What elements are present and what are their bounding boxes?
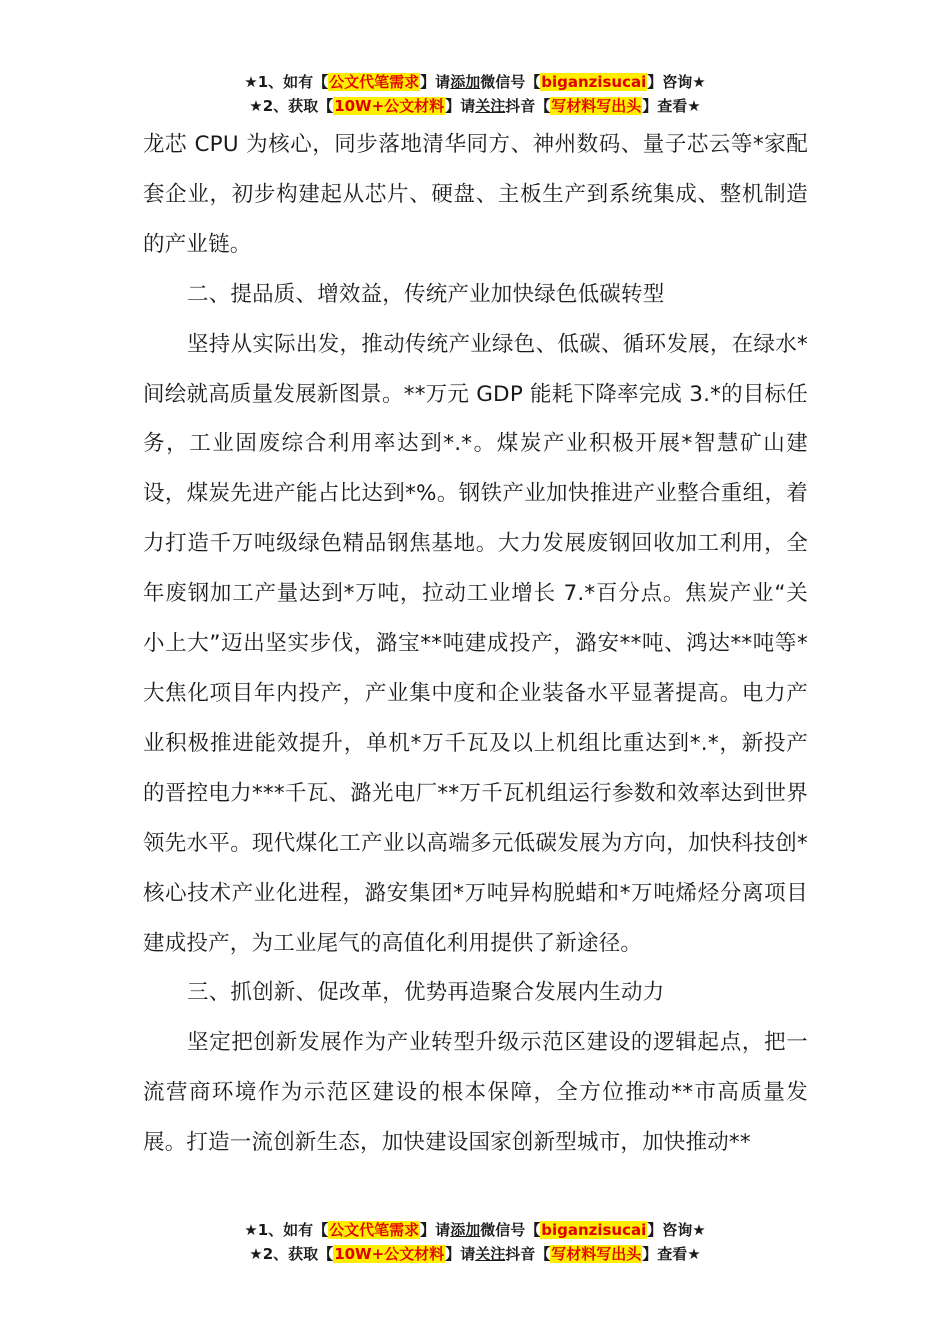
banner-underline-add: 添加 [450,1221,481,1239]
banner-highlight-wechat-id: biganzisucai [541,73,647,91]
banner-highlight-douyin-account: 写材料写出头 [551,97,642,115]
banner-underline-follow: 关注 [475,1245,506,1263]
banner-highlight-materials: 10W+公文材料 [334,97,445,115]
banner-text: ★1、如有【 [244,1221,329,1239]
banner-highlight-douyin-account: 写材料写出头 [551,1245,642,1263]
banner-text: ★2、获取【 [249,1245,334,1263]
banner-text: 】请 [445,97,476,115]
banner-text: 】查看★ [642,1245,701,1263]
banner-text: 】请 [445,1245,476,1263]
top-banner [0,70,950,118]
banner-underline-follow: 关注 [475,97,506,115]
paragraph-continuation: 龙芯 CPU 为核心，同步落地清华同方、神州数码、量子芯云等*家配套企业，初步构建起从芯片、硬盘、主板生产到系统集成、整机制造的产业链。 [143,132,808,257]
paragraph-innovation: 坚定把创新发展作为产业转型升级示范区建设的逻辑起点，把一流营商环境作为示范区建设的根本保障，全方位推动**市高质量发展。打造一流创新生态，加快建设国家创新型城市，加快推动** [143,1030,808,1156]
banner-text: 】请 [420,1221,451,1239]
banner-highlight-wechat-id: biganzisucai [541,1221,647,1239]
banner-text: 】咨询★ [647,1221,706,1239]
paragraph-traditional-industry: 坚持从实际出发，推动传统产业绿色、低碳、循环发展，在绿水*间绘就高质量发展新图景。**万元 GDP 能耗下降率完成 3.*的目标任务，工业固废综合利用率达到*.*。煤炭产业积极开展*智慧矿山建设，煤炭先进产能占比达到*%。钢铁产业加快推进产业整合重组，着力打造千万吨级绿色精品钢焦基地。大力发展废钢回收加工利用，全年废钢加工产量达到*万吨，拉动工业增长 7.*百分点。焦炭产业“关小上大”迈出坚实步伐，潞宝**吨建成投产，潞安**吨、鸿达**吨等*大焦化项目年内投产，产业集中度和企业装备水平显著提高。电力产业积极推进能效提升，单机*万千瓦及以上机组比重达到*.*，新投产的晋控电力***千瓦、潞光电厂**万千瓦机组运行参数和效率达到世界领先水平。现代煤化工产业以高端多元低碳发展为方向，加快科技创*核心技术产业化进程，潞安集团*万吨异构脱蜡和*万吨烯烃分离项目建成投产，为工业尾气的高值化利用提供了新途径。 [143,331,808,956]
bottom-banner [0,1218,950,1266]
document-body [143,120,808,1168]
banner-text: 】请 [420,73,451,91]
banner-highlight-writing-service: 公文代笔需求 [329,1221,420,1239]
banner-line-2 [0,1242,950,1266]
banner-highlight-writing-service: 公文代笔需求 [329,73,420,91]
banner-line-2 [0,94,950,118]
banner-text: ★2、获取【 [249,97,334,115]
banner-text: 】查看★ [642,97,701,115]
banner-text: 微信号【 [480,73,541,91]
banner-text: 抖音【 [505,1245,551,1263]
banner-line-1 [0,70,950,94]
section-heading-2: 二、提品质、增效益，传统产业加快绿色低碳转型 [187,281,665,307]
banner-highlight-materials: 10W+公文材料 [334,1245,445,1263]
banner-text: ★1、如有【 [244,73,329,91]
section-heading-3: 三、抓创新、促改革，优势再造聚合发展内生动力 [187,980,665,1006]
banner-underline-add: 添加 [450,73,481,91]
banner-line-1 [0,1218,950,1242]
banner-text: 】咨询★ [647,73,706,91]
banner-text: 微信号【 [480,1221,541,1239]
banner-text: 抖音【 [505,97,551,115]
